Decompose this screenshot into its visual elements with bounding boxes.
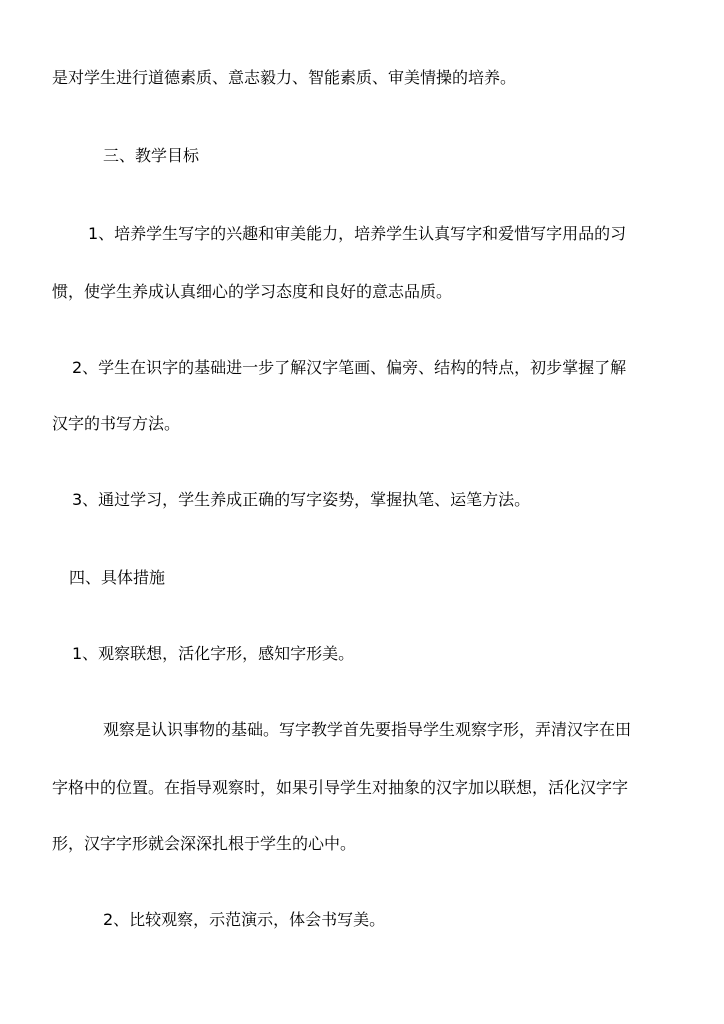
goal-1-line-2: 惯，使学生养成认真细心的学习态度和良好的意志品质。 bbox=[52, 282, 453, 301]
measure-1-line-3: 形，汉字字形就会深深扎根于学生的心中。 bbox=[52, 834, 357, 853]
goal-1-line-1: 1、培养学生写字的兴趣和审美能力，培养学生认真写字和爱惜写字用品的习 bbox=[88, 224, 627, 243]
measure-2-title: 2、比较观察，示范演示，体会书写美。 bbox=[103, 910, 386, 929]
measure-1-line-2: 字格中的位置。在指导观察时，如果引导学生对抽象的汉字加以联想，活化汉字字 bbox=[52, 778, 629, 797]
goal-2-line-2: 汉字的书写方法。 bbox=[52, 414, 181, 433]
paragraph-intro-tail: 是对学生进行道德素质、意志毅力、智能素质、审美情操的培养。 bbox=[52, 68, 517, 87]
measure-1-line-1: 观察是认识事物的基础。写字教学首先要指导学生观察字形，弄清汉字在田 bbox=[103, 720, 632, 739]
goal-2-line-1: 2、学生在识字的基础进一步了解汉字笔画、偏旁、结构的特点，初步掌握了解 bbox=[72, 358, 627, 377]
section-heading-teaching-goals: 三、教学目标 bbox=[103, 146, 200, 165]
goal-3: 3、通过学习，学生养成正确的写字姿势，掌握执笔、运笔方法。 bbox=[72, 490, 531, 509]
measure-1-title: 1、观察联想，活化字形，感知字形美。 bbox=[72, 644, 355, 663]
section-heading-measures: 四、具体措施 bbox=[69, 568, 166, 587]
